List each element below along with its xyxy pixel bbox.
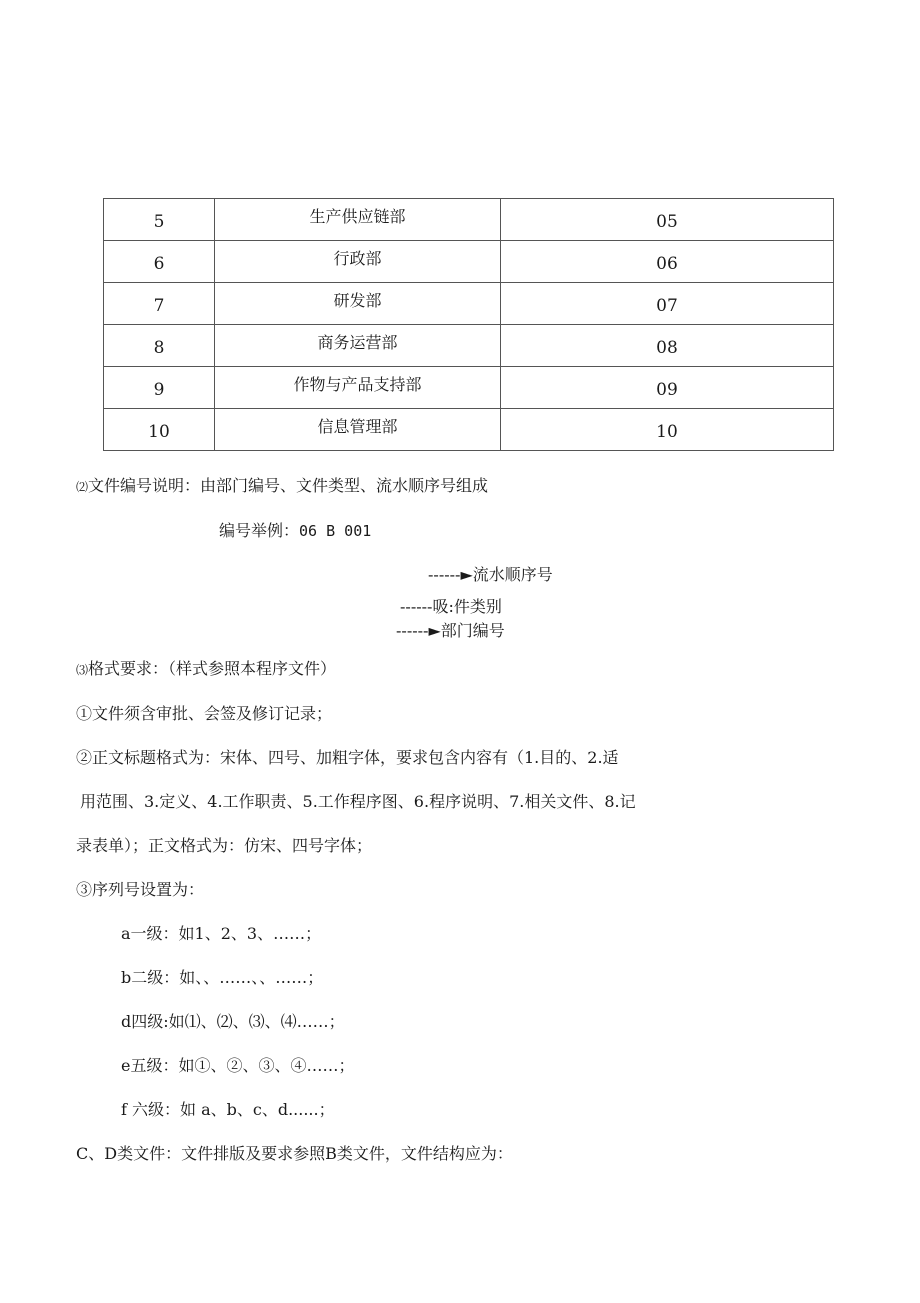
level-e: e五级：如①、②、③、④……； bbox=[121, 1056, 355, 1075]
numbering-title-mark: ⑵ bbox=[76, 480, 89, 494]
cd-file-line: C、D类文件：文件排版及要求参照B类文件，文件结构应为： bbox=[76, 1144, 513, 1163]
department-name: 研发部 bbox=[333, 291, 382, 310]
row-number: 9 bbox=[153, 379, 165, 400]
level-f: f 六级：如 a、b、c、d......； bbox=[121, 1100, 335, 1119]
department-code-table bbox=[103, 198, 834, 451]
department-code: 06 bbox=[656, 253, 678, 274]
format-heading-text: 格式要求：（样式参照本程序文件） bbox=[88, 659, 337, 678]
row-number-cell bbox=[104, 241, 215, 283]
department-code-cell bbox=[501, 199, 834, 241]
department-name: 行政部 bbox=[333, 249, 382, 268]
numbering-title-text: 文件编号说明：由部门编号、文件类型、流水顺序号组成 bbox=[88, 476, 489, 495]
level-d: d四级:如⑴、⑵、⑶、⑷……； bbox=[121, 1012, 345, 1031]
department-name-cell bbox=[215, 199, 501, 241]
department-name-cell bbox=[215, 241, 501, 283]
format-heading bbox=[76, 656, 336, 679]
table-row bbox=[104, 283, 834, 325]
format-item-3: ③序列号设置为： bbox=[76, 880, 205, 899]
arrow-file-type-text: ------吸:件类别 bbox=[400, 597, 502, 616]
numbering-example bbox=[219, 518, 371, 541]
department-code-cell bbox=[501, 283, 834, 325]
row-number: 10 bbox=[148, 421, 170, 442]
department-name: 信息管理部 bbox=[317, 417, 398, 436]
row-number-cell bbox=[104, 367, 215, 409]
arrow-dept-code bbox=[396, 618, 505, 641]
arrow-serial-number bbox=[428, 562, 553, 585]
format-heading-mark: ⑶ bbox=[76, 663, 89, 677]
department-code: 10 bbox=[656, 421, 678, 442]
department-code-cell bbox=[501, 409, 834, 451]
department-name: 生产供应链部 bbox=[309, 207, 406, 226]
arrow-file-type bbox=[400, 594, 502, 617]
arrow-dept-code-text: ------►部门编号 bbox=[396, 621, 505, 640]
arrow-serial-number-text: ------►流水顺序号 bbox=[428, 565, 553, 584]
row-number-cell bbox=[104, 409, 215, 451]
level-a: a一级：如1、2、3、……； bbox=[121, 924, 322, 943]
department-name-cell bbox=[215, 283, 501, 325]
table-row bbox=[104, 367, 834, 409]
format-item-2-line-1: ②正文标题格式为：宋体、四号、加粗字体，要求包含内容有（1.目的、2.适 bbox=[76, 748, 619, 767]
level-b: b二级：如、、……、、……； bbox=[121, 968, 324, 987]
row-number-cell bbox=[104, 283, 215, 325]
department-name: 商务运营部 bbox=[317, 333, 398, 352]
department-code-cell bbox=[501, 367, 834, 409]
department-name-cell bbox=[215, 409, 501, 451]
table-row bbox=[104, 199, 834, 241]
table-row bbox=[104, 325, 834, 367]
row-number: 7 bbox=[153, 295, 165, 316]
department-name-cell bbox=[215, 325, 501, 367]
department-code-cell bbox=[501, 241, 834, 283]
format-item-2-line-2: 用范围、3.定义、4.工作职责、5.工作程序图、6.程序说明、7.相关文件、8.记 bbox=[80, 792, 636, 811]
format-item-2-line-3: 录表单）；正文格式为：仿宋、四号字体； bbox=[76, 836, 373, 855]
department-code: 08 bbox=[656, 337, 678, 358]
numbering-title bbox=[76, 473, 488, 496]
row-number: 8 bbox=[153, 337, 165, 358]
row-number: 5 bbox=[153, 211, 165, 232]
format-item-1: ①文件须含审批、会签及修订记录； bbox=[76, 704, 333, 723]
table-row bbox=[104, 409, 834, 451]
department-code-cell bbox=[501, 325, 834, 367]
department-code: 05 bbox=[656, 211, 678, 232]
department-name: 作物与产品支持部 bbox=[293, 375, 422, 394]
table-row bbox=[104, 241, 834, 283]
example-label: 编号举例： bbox=[219, 521, 300, 540]
department-name-cell bbox=[215, 367, 501, 409]
row-number-cell bbox=[104, 199, 215, 241]
example-value: 06 B 001 bbox=[299, 522, 372, 540]
row-number-cell bbox=[104, 325, 215, 367]
department-code: 07 bbox=[656, 295, 678, 316]
row-number: 6 bbox=[153, 253, 165, 274]
department-code: 09 bbox=[656, 379, 678, 400]
